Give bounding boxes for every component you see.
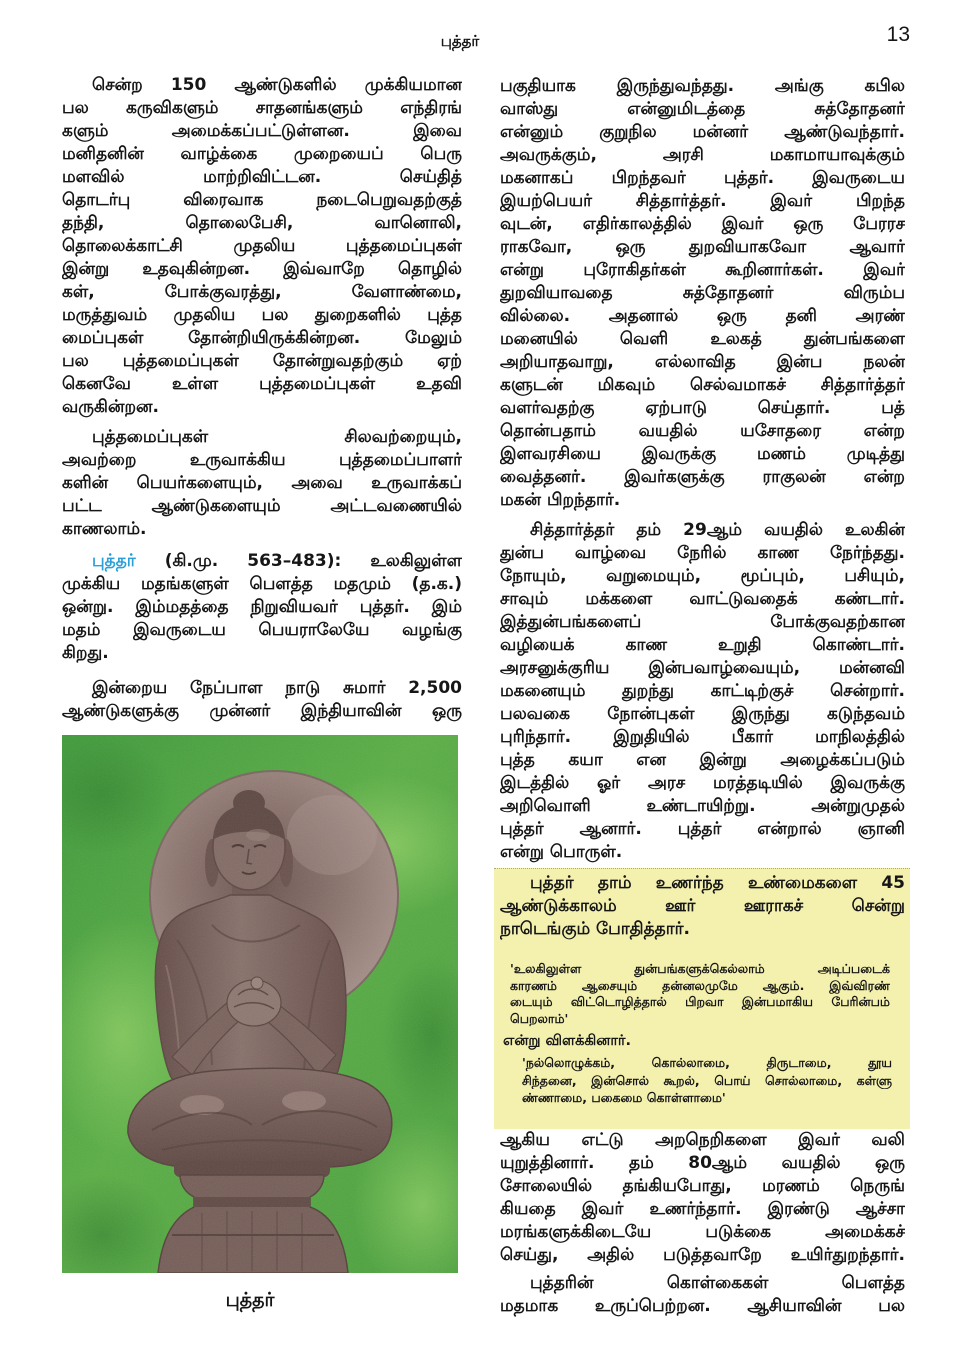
text-line: தொன்பதாம் வயதில் யசோதரை என்ற — [500, 421, 905, 441]
text-line: புத்தர் ஆனார். புத்தர் என்றால் ஞானி — [500, 819, 905, 839]
text-line: களின் பெயர்களையும், அவை உருவாக்கப் — [62, 473, 462, 493]
text-line: ஆண்டுக்காலம் ஊர் ஊராகச் சென்று — [500, 896, 905, 916]
text-line: துன்ப வாழ்வை நேரில் காண நேர்ந்தது. — [500, 543, 905, 563]
entry-term: புத்தர் — [92, 551, 136, 571]
text-line: களுடன் மிகவும் செல்வமாகச் சித்தார்த்தர் — [500, 375, 905, 395]
text-line: வில்லை. அதனால் ஒரு தனி அரண் — [500, 306, 905, 326]
right-paragraph-1 — [500, 75, 905, 512]
text-line: ஆகிய எட்டு அறநெறிகளை இவர் வலி — [500, 1130, 905, 1150]
highlight-box — [494, 868, 910, 1129]
text-line: சோலையில் தங்கியபோது, மரணம் நெருங் — [500, 1176, 905, 1196]
text-line: அறியாதவாறு, எல்லாவித இன்ப நலன் — [500, 352, 905, 372]
text-line: காணலாம். — [62, 519, 147, 539]
text-line: இளவரசியை இவருக்கு மணம் முடித்து — [500, 444, 905, 464]
text-line: ண்ணாமை, பகைமை கொள்ளாமை' — [522, 1090, 726, 1105]
text-line: மைப்புகள் தோன்றியிருக்கின்றன. மேலும் — [62, 328, 462, 348]
text-line: புத்தரின் கொள்கைகள் பௌத்த — [530, 1273, 905, 1293]
text-line: பெறலாம்' — [510, 1010, 569, 1026]
text-line: யுறுத்தினார். தம் 80ஆம் வயதில் ஒரு — [500, 1153, 905, 1173]
text-line: இடத்தில் ஓர் அரச மரத்தடியில் இவருக்கு — [500, 773, 905, 793]
text-line: இன்று உதவுகின்றன. இவ்வாறே தொழில் — [62, 259, 462, 279]
text-line: புரிந்தார். இறுதியில் பீகார் மாநிலத்தில் — [500, 727, 905, 747]
text-line: மளவில் மாற்றிவிட்டன. செய்தித் — [62, 167, 462, 187]
text-line: நாடெங்கும் போதித்தார். — [500, 919, 690, 939]
text-line: டையும் விட்டொழித்தால் பிறவா இன்பமாகிய பேரின்பம் — [510, 994, 890, 1009]
text-line: அரசனுக்குரிய இன்பவாழ்வையும், மன்னவி — [500, 658, 905, 678]
highlight-quote-2 — [522, 1054, 892, 1107]
highlight-explained: என்று விளக்கினார். — [503, 1033, 632, 1049]
text-line: நோயும், வறுமையும், மூப்பும், பசியும், — [500, 566, 905, 586]
text-line: பலவகை நோன்புகள் இருந்து கடுந்தவம் — [500, 704, 905, 724]
text-line: தொலைக்காட்சி முதலிய புத்தமைப்புகள் — [62, 236, 462, 256]
text-line: அறிவொளி உண்டாயிற்று. அன்றுமுதல் — [500, 796, 905, 816]
text-line: மதமாக உருப்பெற்றன. ஆசியாவின் பல — [500, 1296, 905, 1316]
text-line: அவற்றை உருவாக்கிய புத்தமைப்பாளர் — [62, 450, 462, 470]
text-line: என்னும் குறுநில மன்னர் ஆண்டுவந்தார். — [500, 122, 905, 142]
text-line: புத்தமைப்புகள் சிலவற்றையும், — [92, 427, 462, 447]
text-line: மனையில் வெளி உலகத் துன்பங்களை — [500, 329, 905, 349]
text-line: வருகின்றன. — [62, 397, 159, 417]
text-line: மகன் பிறந்தார். — [500, 490, 621, 510]
page-number: 13 — [886, 23, 910, 46]
text-line: சிந்தனை, இன்சொல் கூறல், பொய் சொல்லாமை, கள்ளு — [522, 1072, 892, 1088]
entry-first-line-text: (கி.மு. 563–483): உலகிலுள்ள — [135, 551, 462, 571]
text-line: என்று புரோகிதர்கள் கூறினார்கள். இவர் — [500, 260, 905, 280]
text-line: கள், போக்குவரத்து, வேளாண்மை, — [62, 282, 462, 302]
text-line: சென்ற 150 ஆண்டுகளில் முக்கியமான — [92, 75, 462, 95]
text-line: இயற்பெயர் சித்தார்த்தர். இவர் பிறந்த — [500, 191, 905, 211]
text-line: பகுதியாக இருந்துவந்தது. அங்கு கபில — [500, 76, 905, 96]
text-line: ராகவோ, ஒரு துறவியாகவோ ஆவார் — [500, 237, 905, 257]
text-line: மகனையும் துறந்து காட்டிற்குச் சென்றார். — [500, 681, 905, 701]
text-line: துறவியாவதை சுத்தோதனர் விரும்ப — [500, 283, 905, 303]
buddha-entry-paragraph — [62, 550, 462, 665]
text-line: வைத்தனர். இவர்களுக்கு ராகுலன் என்ற — [500, 467, 905, 487]
text-line: இத்துன்பங்களைப் போக்குவதற்கான — [500, 612, 905, 632]
buddha-figure — [62, 735, 458, 1273]
text-line: மனிதனின் வாழ்க்கை முறையைப் பெரு — [62, 144, 462, 164]
text-line: வளர்வதற்கு ஏற்பாடு செய்தார். பத் — [500, 398, 905, 418]
text-line: தந்தி, தொலைபேசி, வானொலி, — [62, 213, 462, 233]
text-line: வுடன், எதிர்காலத்தில் இவர் ஒரு பேரரச — [500, 214, 905, 234]
text-line: சாவும் மக்களை வாட்டுவதைக் கண்டார். — [500, 589, 905, 609]
text-line: தொடர்பு விரைவாக நடைபெறுவதற்குத் — [62, 190, 462, 210]
text-line: சித்தார்த்தர் தம் 29ஆம் வயதில் உலகின் — [530, 520, 905, 540]
text-line: 'உலகிலுள்ள துன்பங்களுக்கெல்லாம் அடிப்படைக் — [510, 961, 890, 976]
photo-grain — [62, 735, 458, 1273]
text-line: களும் அமைக்கப்பட்டுள்ளன. இவை — [62, 121, 462, 141]
text-line: மருத்துவம் முதலிய பல துறைகளில் புத்த — [62, 305, 462, 325]
text-line: பல கருவிகளும் சாதனங்களும் எந்திரங் — [62, 98, 462, 118]
highlight-quote-1 — [510, 961, 890, 1027]
left-paragraph-2 — [62, 426, 462, 541]
right-paragraph-4 — [500, 1272, 905, 1318]
text-line: வழியைக் காண உறுதி கொண்டார். — [500, 635, 905, 655]
text-line: ஆண்டுகளுக்கு முன்னர் இந்தியாவின் ஒரு — [62, 701, 462, 721]
text-line: புத்த கயா என இன்று அழைக்கப்படும் — [500, 750, 905, 770]
text-line: மதம் இவருடைய பெயராலேயே வழங்கு — [62, 620, 462, 640]
text-line: புத்தர் தாம் உணர்ந்த உண்மைகளை 45 — [530, 873, 905, 893]
text-line: மரங்களுக்கிடையே படுக்கை அமைக்கச் — [500, 1222, 905, 1242]
text-line: கெனவே உள்ள புத்தமைப்புகள் உதவி — [62, 374, 462, 394]
text-line: இன்றைய நேப்பாள நாடு சுமார் 2,500 — [92, 678, 462, 698]
text-line: ஒன்று. இம்மதத்தை நிறுவியவர் புத்தர். இம் — [62, 597, 462, 617]
text-line: என்று பொருள். — [500, 842, 623, 862]
text-line: கியதை இவர் உணர்ந்தார். இரண்டு ஆச்சா — [500, 1199, 905, 1219]
text-line: காரணம் ஆசையும் தன்னலமுமே ஆகும். இவ்விரண் — [510, 977, 890, 993]
left-paragraph-4 — [62, 677, 462, 723]
text-line: முக்கிய மதங்களுள் பௌத்த மதமும் (த.க.) — [62, 574, 462, 594]
left-paragraph-1 — [62, 74, 462, 419]
text-line: பட்ட ஆண்டுகளையும் அட்டவணையில் — [62, 496, 462, 516]
buddha-statue-photo — [62, 735, 458, 1273]
highlight-box-text — [500, 872, 905, 941]
text-line: 'நல்லொழுக்கம், கொல்லாமை, திருடாமை, தூய — [522, 1055, 892, 1070]
entry-lines — [62, 573, 462, 665]
text-line: செய்து, அதில் படுத்தவாறே உயிர்துறந்தார். — [500, 1245, 905, 1265]
running-title: புத்தர் — [440, 32, 480, 50]
right-paragraph-2 — [500, 519, 905, 864]
text-line: கிறது. — [62, 643, 109, 663]
text-line: மகனாகப் பிறந்தவர் புத்தர். இவருடைய — [500, 168, 905, 188]
right-paragraph-3 — [500, 1129, 905, 1267]
text-line: அவருக்கும், அரசி மகாமாயாவுக்கும் — [500, 145, 905, 165]
text-line: வாஸ்து என்னுமிடத்தை சுத்தோதனர் — [500, 99, 905, 119]
figure-caption: புத்தர் — [225, 1289, 275, 1311]
entry-first-line — [62, 550, 462, 573]
text-line: பல புத்தமைப்புகள் தோன்றுவதற்கும் ஏற் — [62, 351, 462, 371]
